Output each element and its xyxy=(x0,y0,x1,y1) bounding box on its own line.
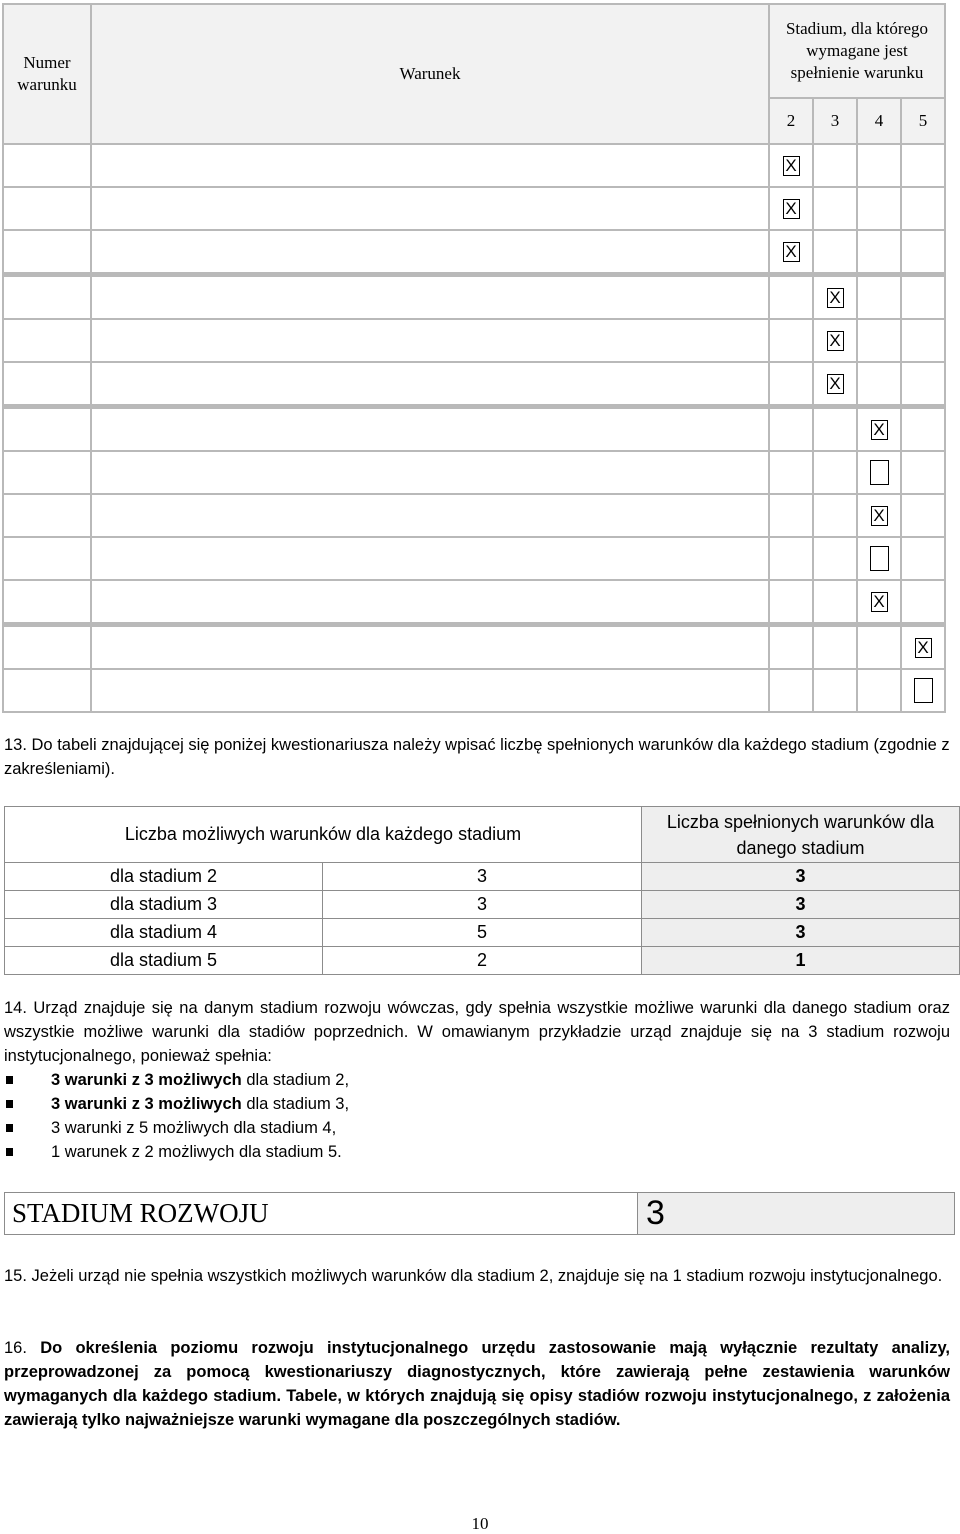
stage-3-mark-cell xyxy=(814,538,856,579)
table-row xyxy=(4,320,944,361)
stage-5-mark-cell xyxy=(902,188,944,229)
conditions-table xyxy=(2,3,946,713)
summary-header-met: Liczba spełnionych warunków dla danego stadium xyxy=(642,807,960,863)
stage-4-mark-cell xyxy=(858,363,900,404)
stage-5-mark-cell xyxy=(902,452,944,493)
stage-4-mark-cell xyxy=(858,670,900,711)
development-stage-label: STADIUM ROZWOJU xyxy=(5,1193,638,1235)
checked-box-icon[interactable]: X xyxy=(783,156,800,176)
stage-5-mark-cell xyxy=(902,627,944,668)
list-item: 3 warunki z 3 możliwych dla stadium 2, xyxy=(4,1068,349,1092)
table-row xyxy=(4,363,944,404)
stage-3-mark-cell xyxy=(814,627,856,668)
paragraph-13: 13. Do tabeli znajdującej się poniżej kwestionariusza należy wpisać liczbę spełnionych warunków dla każdego stadium (zgodnie z zakreśleniami). xyxy=(4,736,950,778)
stage-3-mark-cell xyxy=(814,277,856,318)
stage-4-mark-cell xyxy=(858,495,900,536)
stage-5-mark-cell xyxy=(902,320,944,361)
stage-4-mark-cell xyxy=(858,581,900,622)
bullet-square-icon xyxy=(6,1076,13,1084)
table-row xyxy=(4,452,944,493)
stage-5-mark-cell xyxy=(902,495,944,536)
stage-2-mark-cell xyxy=(770,277,812,318)
condition-text-cell[interactable] xyxy=(92,409,768,450)
table-row xyxy=(4,670,944,711)
condition-text-cell[interactable] xyxy=(92,145,768,186)
stage-2-mark-cell xyxy=(770,409,812,450)
table-row xyxy=(4,581,944,622)
summary-met-count: 3 xyxy=(642,891,960,919)
summary-row xyxy=(5,863,960,891)
stage-4-mark-cell xyxy=(858,188,900,229)
condition-number-cell[interactable] xyxy=(4,452,90,493)
stage-4-mark-cell xyxy=(858,627,900,668)
stage-2-mark-cell xyxy=(770,495,812,536)
checked-box-icon[interactable]: X xyxy=(871,506,888,526)
condition-number-cell[interactable] xyxy=(4,320,90,361)
summary-met-count: 3 xyxy=(642,863,960,891)
stage-5-mark-cell xyxy=(902,581,944,622)
conditions-met-list xyxy=(4,1068,349,1164)
condition-number-cell[interactable] xyxy=(4,188,90,229)
condition-text-cell[interactable] xyxy=(92,538,768,579)
stage-4-mark-cell xyxy=(858,538,900,579)
checked-box-icon[interactable]: X xyxy=(827,331,844,351)
stage-2-mark-cell xyxy=(770,670,812,711)
header-condition-number: Numer warunku xyxy=(4,5,90,143)
condition-number-cell[interactable] xyxy=(4,363,90,404)
checked-box-icon[interactable]: X xyxy=(915,638,932,658)
condition-text-cell[interactable] xyxy=(92,320,768,361)
stage-2-mark-cell xyxy=(770,538,812,579)
paragraph-16-number: 16. xyxy=(4,1339,27,1357)
stage-5-mark-cell xyxy=(902,231,944,272)
table-row xyxy=(4,145,944,186)
condition-text-cell[interactable] xyxy=(92,231,768,272)
checked-box-icon[interactable]: X xyxy=(783,242,800,262)
condition-number-cell[interactable] xyxy=(4,495,90,536)
condition-text-cell[interactable] xyxy=(92,670,768,711)
checked-box-icon[interactable]: X xyxy=(783,199,800,219)
stage-2-mark-cell xyxy=(770,452,812,493)
stage-5-mark-cell xyxy=(902,277,944,318)
stage-3-mark-cell xyxy=(814,581,856,622)
header-stage-3: 3 xyxy=(814,99,856,143)
condition-text-cell[interactable] xyxy=(92,277,768,318)
stage-5-mark-cell xyxy=(902,670,944,711)
condition-number-cell[interactable] xyxy=(4,277,90,318)
summary-row xyxy=(5,891,960,919)
list-item: 3 warunki z 5 możliwych dla stadium 4, xyxy=(4,1116,349,1140)
table-row xyxy=(4,231,944,272)
summary-stage-label: dla stadium 5 xyxy=(5,947,323,975)
list-item: 3 warunki z 3 możliwych dla stadium 3, xyxy=(4,1092,349,1116)
condition-number-cell[interactable] xyxy=(4,538,90,579)
condition-text-cell[interactable] xyxy=(92,452,768,493)
stage-4-mark-cell xyxy=(858,320,900,361)
paragraph-15: 15. Jeżeli urząd nie spełnia wszystkich możliwych warunków dla stadium 2, znajduje się na 1 stadium rozwoju instytucjonalnego. xyxy=(4,1267,943,1285)
summary-met-count: 3 xyxy=(642,919,960,947)
summary-stage-label: dla stadium 4 xyxy=(5,919,323,947)
stage-3-mark-cell xyxy=(814,363,856,404)
table-row xyxy=(4,538,944,579)
bullet-square-icon xyxy=(6,1100,13,1108)
table-row xyxy=(4,495,944,536)
table-row xyxy=(4,277,944,318)
summary-met-count: 1 xyxy=(642,947,960,975)
summary-possible-count: 5 xyxy=(323,919,642,947)
condition-number-cell[interactable] xyxy=(4,145,90,186)
stage-4-mark-cell xyxy=(858,231,900,272)
bullet-square-icon xyxy=(6,1148,13,1156)
stage-2-mark-cell xyxy=(770,188,812,229)
summary-possible-count: 3 xyxy=(323,863,642,891)
stage-5-mark-cell xyxy=(902,409,944,450)
header-stage-2: 2 xyxy=(770,99,812,143)
stage-2-mark-cell xyxy=(770,627,812,668)
checked-box-icon[interactable]: X xyxy=(827,374,844,394)
summary-row xyxy=(5,947,960,975)
condition-text-cell[interactable] xyxy=(92,363,768,404)
stage-2-mark-cell xyxy=(770,145,812,186)
stage-3-mark-cell xyxy=(814,145,856,186)
header-stage-4: 4 xyxy=(858,99,900,143)
development-stage-value: 3 xyxy=(638,1193,955,1235)
condition-number-cell[interactable] xyxy=(4,409,90,450)
development-stage-box xyxy=(4,1192,955,1235)
stage-4-mark-cell xyxy=(858,277,900,318)
stage-3-mark-cell xyxy=(814,670,856,711)
stage-3-mark-cell xyxy=(814,231,856,272)
summary-stage-label: dla stadium 3 xyxy=(5,891,323,919)
checked-box-icon[interactable]: X xyxy=(827,288,844,308)
bullet-square-icon xyxy=(6,1124,13,1132)
condition-text-cell[interactable] xyxy=(92,495,768,536)
stage-3-mark-cell xyxy=(814,320,856,361)
stage-4-mark-cell xyxy=(858,452,900,493)
checked-box-icon[interactable]: X xyxy=(871,592,888,612)
paragraph-16 xyxy=(4,1336,950,1432)
table-row xyxy=(4,188,944,229)
list-item: 1 warunek z 2 możliwych dla stadium 5. xyxy=(4,1140,349,1164)
summary-possible-count: 2 xyxy=(323,947,642,975)
condition-number-cell[interactable] xyxy=(4,581,90,622)
stage-3-mark-cell xyxy=(814,495,856,536)
stage-2-mark-cell xyxy=(770,363,812,404)
empty-checkbox-icon[interactable] xyxy=(914,678,933,703)
condition-number-cell[interactable] xyxy=(4,627,90,668)
table-row xyxy=(4,627,944,668)
paragraph-14: 14. Urząd znajduje się na danym stadium rozwoju wówczas, gdy spełnia wszystkie możliwe warunki dla danego stadium oraz wszystkie możliwe warunki dla stadiów poprzednich. W omawianym przykładzie urząd znajduje się na 3 stadium rozwoju instytucjonalnego, ponieważ spełnia: xyxy=(4,999,950,1065)
stage-5-mark-cell xyxy=(902,538,944,579)
condition-number-cell[interactable] xyxy=(4,231,90,272)
condition-text-cell[interactable] xyxy=(92,627,768,668)
stage-3-mark-cell xyxy=(814,452,856,493)
paragraph-16-text: Do określenia poziomu rozwoju instytucjonalnego urzędu zastosowanie mają wyłącznie rezultaty analizy, przeprowadzonej za pomocą kwestionariuszy diagnostycznych, które zawierają pełne zestawienia warunków wymaganych dla każdego stadium. Tabele, w których znajdują się opisy stadiów rozwoju instytucjonalnego, z założenia zawierają tylko najważniejsze warunki wymagane dla poszczególnych stadiów. xyxy=(4,1339,950,1429)
stage-3-mark-cell xyxy=(814,409,856,450)
condition-number-cell[interactable] xyxy=(4,670,90,711)
condition-text-cell[interactable] xyxy=(92,581,768,622)
stage-3-mark-cell xyxy=(814,188,856,229)
stage-5-mark-cell xyxy=(902,363,944,404)
summary-row xyxy=(5,919,960,947)
summary-table xyxy=(4,806,960,975)
header-stage: Stadium, dla którego wymagane jest spełnienie warunku xyxy=(770,5,944,97)
table-row xyxy=(4,409,944,450)
header-stage-5: 5 xyxy=(902,99,944,143)
stage-4-mark-cell xyxy=(858,409,900,450)
summary-header-possible: Liczba możliwych warunków dla każdego stadium xyxy=(5,807,642,863)
stage-5-mark-cell xyxy=(902,145,944,186)
header-condition: Warunek xyxy=(92,5,768,143)
summary-possible-count: 3 xyxy=(323,891,642,919)
stage-2-mark-cell xyxy=(770,231,812,272)
empty-checkbox-icon[interactable] xyxy=(870,546,889,571)
stage-2-mark-cell xyxy=(770,581,812,622)
checked-box-icon[interactable]: X xyxy=(871,420,888,440)
condition-text-cell[interactable] xyxy=(92,188,768,229)
page-number: 10 xyxy=(471,1514,489,1533)
summary-stage-label: dla stadium 2 xyxy=(5,863,323,891)
stage-2-mark-cell xyxy=(770,320,812,361)
stage-4-mark-cell xyxy=(858,145,900,186)
empty-checkbox-icon[interactable] xyxy=(870,460,889,485)
